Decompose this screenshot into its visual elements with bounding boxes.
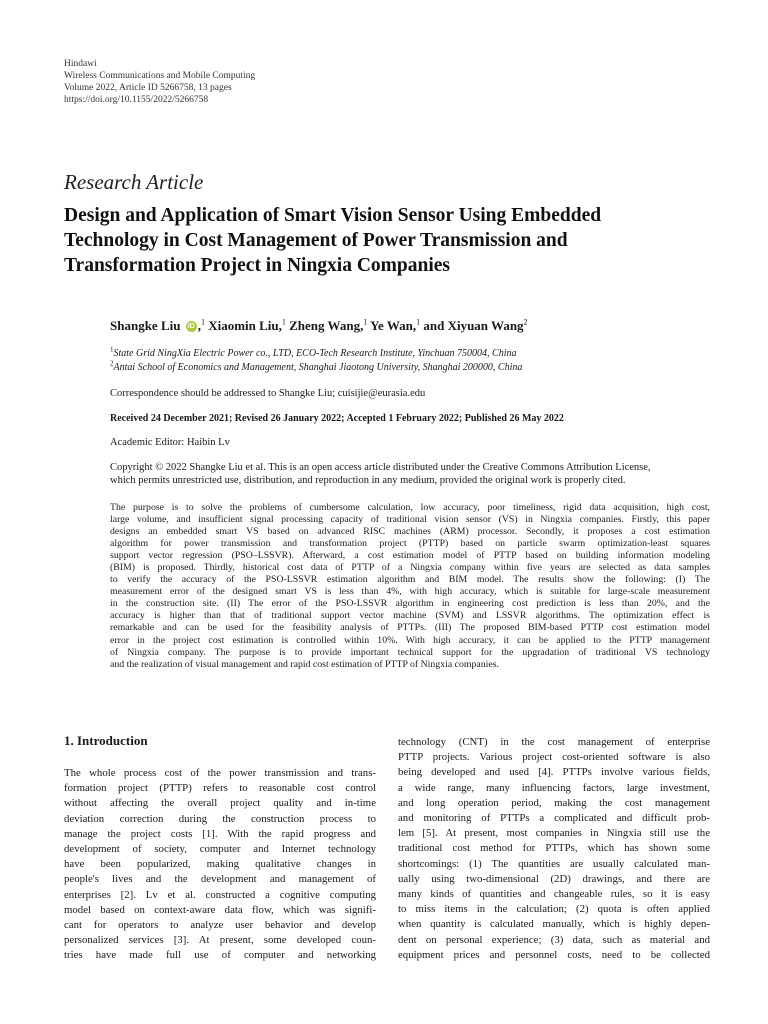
- title-line: Transformation Project in Ningxia Companies: [64, 255, 451, 276]
- abstract-line: algorithm for power transmission and transformation project (PTTP) based on particle swarm optimization-least squares: [110, 538, 710, 550]
- body-line: deviation correction during the construction process to: [64, 812, 376, 825]
- author-affiliation-number: 2: [523, 317, 528, 327]
- body-line: many kinds of quantities and changeable rules, so it is easy: [398, 888, 710, 901]
- body-line: have been popularized, making qualitative changes in: [64, 858, 376, 871]
- body-line: The whole process cost of the power transmission and trans-: [64, 767, 376, 779]
- body-line: being developed and used [4]. PTTPs involve various fields,: [398, 766, 710, 779]
- correspondence-note: Correspondence should be addressed to Shangke Liu; cuisijie@eurasia.edu: [110, 388, 426, 399]
- copyright-line: Copyright © 2022 Shangke Liu et al. This is an open access article distributed under the Creative Commons Attribution License,: [110, 462, 651, 473]
- orcid-icon[interactable]: iD: [187, 322, 195, 330]
- body-line: technology (CNT) in the cost management of enterprise: [398, 736, 710, 748]
- journal-header: [64, 58, 255, 106]
- academic-editor: Academic Editor: Haibin Lv: [110, 437, 230, 448]
- abstract-line: in the construction site. (II) The error of the PSO-LSSVR algorithm in engineering cost prediction is less than 20%, and the: [110, 598, 710, 610]
- body-line: PTTP projects. Various project cost-oriented software is also: [398, 751, 710, 764]
- body-line: dent on personal experience; (3) data, such as material and: [398, 933, 710, 946]
- body-line: ually using two-dimensional (2D) drawings, and there are: [398, 872, 710, 885]
- body-line: manage the project costs [1]. With the rapid progress and: [64, 827, 376, 840]
- body-line: model based on context-aware data flow, which was signifi-: [64, 903, 376, 916]
- abstract-line: and the realization of visual management and rapid cost estimation of PTTP of Ningxia companies.: [110, 658, 499, 670]
- volume-line: Volume 2022, Article ID 5266758, 13 pages: [64, 83, 232, 93]
- article-title: [64, 203, 724, 278]
- body-line: equipment prices and personnel costs, need to be collected: [398, 948, 710, 961]
- abstract-line: of Ningxia company. The purpose is to provide important technical support for the upgradation of traditional VS technology: [110, 646, 710, 658]
- body-line: lem [5]. At present, most companies in Ningxia still use the: [398, 827, 710, 840]
- copyright-line: which permits unrestricted use, distribution, and reproduction in any medium, provided the original work is properly cited.: [110, 475, 626, 486]
- body-line: cant for operators to analyze user behavior and develop: [64, 919, 376, 932]
- author-name: and Xiyuan Wang: [423, 318, 524, 333]
- affiliation-item: $^1$State Grid NingXia Electric Power co., LTD, ECO-Tech Research Institute, Yinchuan 750004, China: [110, 345, 517, 359]
- body-column-right: [398, 735, 710, 963]
- title-line: Design and Application of Smart Vision Sensor Using Embedded: [64, 205, 602, 226]
- body-line: personalized services [3]. At present, some developed coun-: [64, 934, 376, 947]
- body-line: traditional cost method for PTTPs, which has shown some: [398, 842, 710, 855]
- author-list: [110, 318, 528, 334]
- author-name: Shangke Liu: [110, 318, 181, 333]
- author-affiliation-number: 1: [281, 317, 286, 327]
- abstract-line: large volume, and insufficient signal processing capacity of traditional vision sensor (VS) in Ningxia companies. Firstly, this paper: [110, 514, 710, 526]
- abstract-line: remarkable and can be used for the feasibility analysis of PTTPs. (III) The proposed BIM-based PTTP cost estimation model: [110, 622, 710, 634]
- body-column-left: [64, 766, 376, 964]
- abstract-line: to verify the accuracy of the PSO-LSSVR estimation algorithm and BIM model. The results show the following: (I) The: [110, 574, 710, 586]
- body-line: when quantity is calculated manually, which is highly depen-: [398, 918, 710, 931]
- abstract-line: The purpose is to solve the problems of cumbersome calculation, low accuracy, poor timeliness, rigid data acquisition, high cost,: [110, 502, 710, 513]
- publisher-name: Hindawi: [64, 59, 97, 69]
- abstract-line: designs an embedded smart VS based on advanced RISC machines (ARM) processor. Secondly, it proposes a cost estimation: [110, 526, 710, 538]
- abstract: [110, 502, 710, 671]
- body-line: without affecting the overall project quality and in-time: [64, 797, 376, 810]
- author-name: Ye Wan,: [370, 318, 417, 333]
- author-name: Zheng Wang,: [289, 318, 364, 333]
- abstract-line: measurement error of the designed smart VS is less than 4%, with high accuracy, which is suitable for large-scale measurement: [110, 586, 710, 598]
- author-name: Xiaomin Liu,: [208, 318, 282, 333]
- body-line: development of society, computer and Internet technology: [64, 843, 376, 856]
- abstract-line: support vector regression (PSO–LSSVR). Afterward, a cost estimation model of PTTP based on building information modeling: [110, 550, 710, 562]
- body-line: people's lives and the development and management of: [64, 873, 376, 886]
- body-line: and monitoring of PTTPs a complicated and difficult prob-: [398, 812, 710, 825]
- body-line: and long operation period, making the cost management: [398, 796, 710, 809]
- section-heading-introduction: 1. Introduction: [64, 733, 148, 748]
- body-line: a wide range, many influencing factors, large investment,: [398, 781, 710, 794]
- journal-name: Wireless Communications and Mobile Computing: [64, 71, 256, 81]
- body-line: enterprises [2]. Lv et al. constructed a cognitive computing: [64, 888, 376, 901]
- copyright-notice: [110, 461, 710, 487]
- title-line: Technology in Cost Management of Power Transmission and: [64, 230, 568, 251]
- body-line: tries have made full use of computer and networking: [64, 949, 376, 962]
- body-line: formation project (PTTP) refers to reasonable cost control: [64, 782, 376, 795]
- affiliation-item: $^2$Antai School of Economics and Management, Shanghai Jiaotong University, Shanghai 200000, China: [110, 359, 523, 373]
- author-separator: ,: [197, 318, 201, 333]
- body-line: shortcomings: (1) The quantities are usually calculated man-: [398, 857, 710, 870]
- author-affiliation-number: 1: [363, 317, 368, 327]
- author-affiliation-number: 1: [416, 317, 421, 327]
- article-type: Research Article: [64, 170, 204, 194]
- publication-dates: Received 24 December 2021; Revised 26 January 2022; Accepted 1 February 2022; Published 26 May 2022: [110, 413, 564, 424]
- doi-link[interactable]: https://doi.org/10.1155/2022/5266758: [64, 95, 209, 105]
- author-affiliation-number: 1: [200, 317, 205, 327]
- abstract-line: accuracy is higher than that of traditional support vector machine (SVM) and LSSVR algorithms. The optimization effect is: [110, 610, 710, 622]
- abstract-line: (BIM) is proposed. Thirdly, historical cost data of PTTP of a Ningxia company within five years are selected as data samples: [110, 562, 710, 574]
- affiliations: [110, 347, 522, 375]
- body-line: to miss items in the calculation; (2) quota is often applied: [398, 903, 710, 916]
- abstract-line: error in the project cost estimation is controlled within 10%. With high accuracy, it can be applied to the PTTP management: [110, 634, 710, 646]
